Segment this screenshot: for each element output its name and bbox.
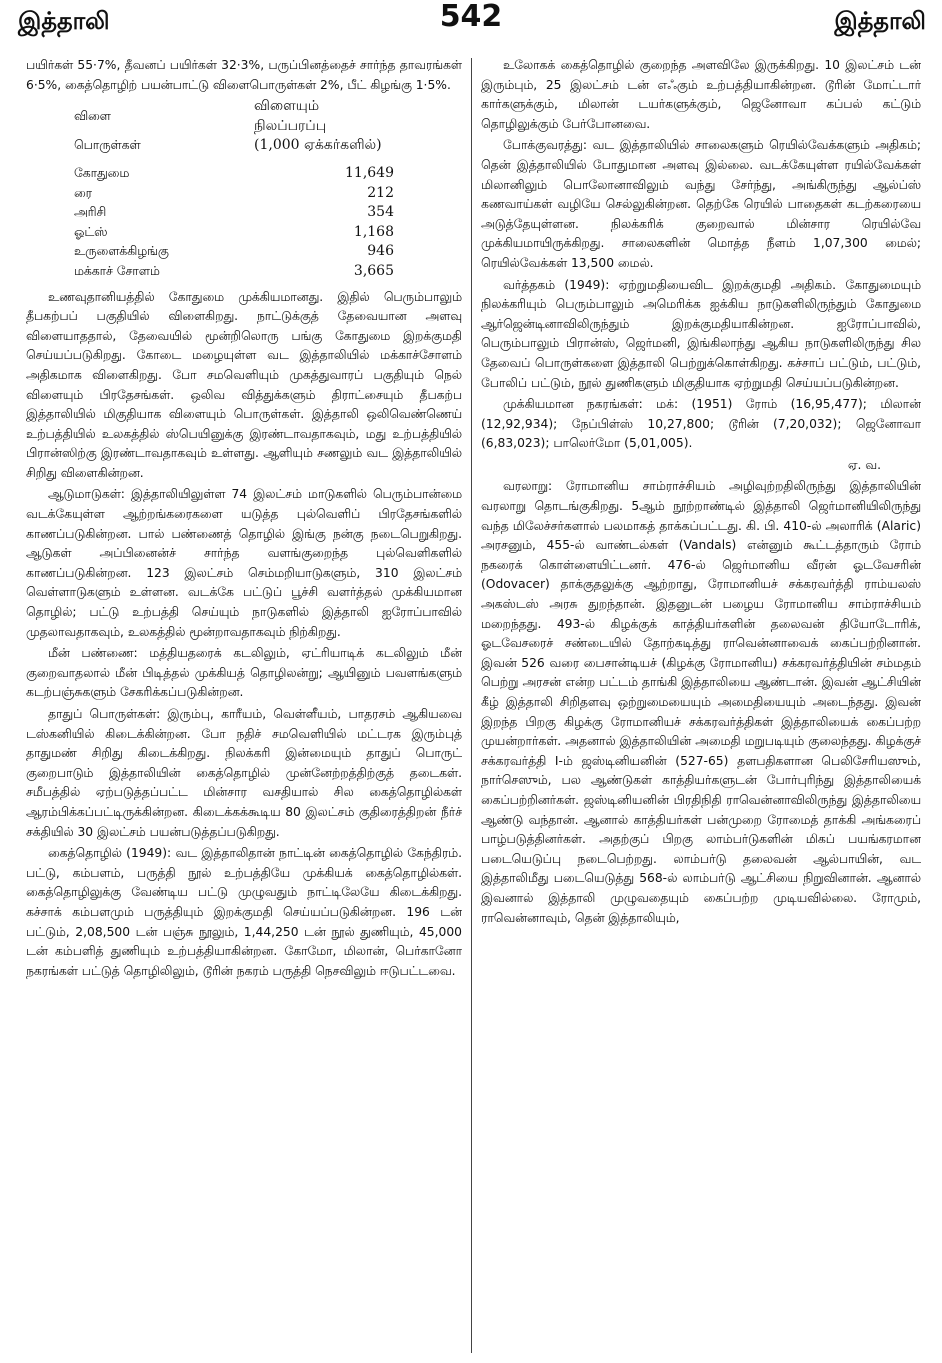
- industry-paragraph: கைத்தொழில் (1949): வட இத்தாலிதான் நாட்டின் கைத்தொழில் கேந்திரம். பட்டு, கம்பளம், பருத்தி நூல் உற்பத்தியே முக்கியக் கைத்தொழில்கள். கைத்தொழிலுக்கு வேண்டிய பட்டு முழுவதும் நாட்டிலேயே கிடைக்கிறது. கச்சாக் கம்பளமும் பருத்தியும் இறக்குமதி செய்யப்படுகின்றன. 196 டன் பட்டும், 2,08,500 டன் பஞ்சு நூலும், 1,44,250 டன் நூல் துணியும், 45,000 டன் கம்பளித் துணியும் உற்பத்தியாகின்றன. கோமோ, மிலான், பெர்கானோ நகரங்கள் பட்டுத் தொழிலிலும், டூரின் நகரம் பருத்தி நெசவிலும் ஈடுபட்டவை.: [26, 846, 462, 978]
- table-head-area-1: விளையும் நிலப்பரப்பு: [254, 98, 327, 134]
- table-head-crop-2: பொருள்கள்: [74, 138, 141, 153]
- right-column: [481, 56, 921, 1355]
- fishing-paragraph: மீன் பண்ணை: மத்தியதரைக் கடலிலும், ஏட்ரியாடிக் கடலிலும் மீன் குறைவாதலால் மீன் பிடித்தல் முக்கியத் தொழிலன்று; ஆயினும் பவளங்களும் கடற்பஞ்சுகளும் சேகரிக்கப்படுகின்றன.: [26, 646, 462, 700]
- crop-name: உருளைக்கிழங்கு: [74, 244, 169, 259]
- left-column: [26, 56, 462, 1355]
- livestock-paragraph: ஆடுமாடுகள்: இத்தாலியிலுள்ள 74 இலட்சம் மாடுகளில் பெரும்பான்மை வடக்கேயுள்ள ஆற்றங்கரைகளை யடுத்த புல்வெளிப் பிரதேசங்களில் காணப்படுகின்றன. பால் பண்ணைத் தொழில் இங்கு நன்கு நடைபெறுகிறது. ஆடுகள் அப்பினைன்ச் சார்ந்த வளங்குறைந்த புல்வெளிகளில் காணப்படுகின்றன. 123 இலட்சம் செம்மறியாடுகளும், 310 இலட்சம் வெள்ளாடுகளும் உள்ளன. வடக்கே பட்டுப் பூச்சி வளர்த்தல் முக்கியமான தொழில்; பட்டு உற்பத்தி செய்யும் நாடுகளில் இத்தாலி ஐரோப்பாவில் முதலாவதாகவும், உலகத்தில் மூன்றாவதாகவும் நிற்கிறது.: [26, 487, 462, 639]
- table-spacer: [74, 156, 394, 164]
- column-divider: [471, 58, 472, 1353]
- cities-paragraph: முக்கியமான நகரங்கள்: மக்: (1951) ரோம் (16,95,477); மிலான் (12,92,934); நேப்பிள்ஸ் 10,27,800; டூரின் (7,20,032); ஜெனோவா (6,83,023); பாலெர்மோ (5,01,005).: [481, 397, 921, 451]
- crop-area: 946: [367, 243, 394, 260]
- crop-area: 11,649: [345, 164, 394, 181]
- running-head-left: இத்தாலி: [18, 7, 110, 35]
- page-number: 542: [439, 0, 503, 34]
- crop-name: கோதுமை: [74, 165, 130, 180]
- crop-area: 1,168: [353, 223, 394, 240]
- crop-area: 354: [367, 204, 394, 221]
- minerals-paragraph: தாதுப் பொருள்கள்: இரும்பு, காரீயம், வெள்ளீயம், பாதரசம் ஆகியவை டஸ்கனியில் கிடைக்கின்றன. போ நதிச் சமவெளியில் மட்டரக இரும்புத் தாதுமண் சிறிது கிடைக்கிறது. நிலக்கரி இன்மையும் தாதுப் பொருட் குறைபாடும் இத்தாலியின் கைத்தொழில் முன்னேற்றத்திற்குத் தடைகள். சமீபத்தில் ஏற்படுத்தப்பட்ட மின்சார வசதியால் சில கைத்தொழில்கள் ஆரம்பிக்கப்பட்டிருக்கின்றன. கிடைக்கக்கூடிய 80 இலட்சம் குதிரைத்திறன் நீர்ச் சக்தியில் 30 இலட்சம் பயன்படுத்தப்படுகிறது.: [26, 707, 462, 839]
- table-row: [74, 223, 394, 243]
- transport-paragraph: போக்குவரத்து: வட இத்தாலியில் சாலைகளும் ரெயில்வேக்களும் அதிகம்; தென் இத்தாலியில் போதுமான அளவு இல்லை. வடக்கேயுள்ள ரயில்வேக்கள் மிலானிலும் பொலோனாவிலும் வந்து சேர்ந்து, அங்கிருந்து ஆல்ப்ஸ் கணவாய்கள் வழியே செல்லுகின்றன. தெற்கே ரெயில் பாதைகள் கடற்கரையை அடுத்தேயுள்ளன. நிலக்கரிக் குறைவால் மின்சார ரெயில்வே முக்கியமாயிருக்கிறது. சாலைகளின் மொத்த நீளம் 1,07,300 மைல்; ரெயில்வேக்கள் 13,500 மைல்.: [481, 138, 921, 270]
- running-head-right: இத்தாலி: [834, 7, 926, 35]
- table-head-area-2: (1,000 ஏக்கர்களில்): [254, 137, 382, 154]
- table-row: [74, 262, 394, 282]
- history-paragraph: வரலாறு: ரோமானிய சாம்ராச்சியம் அழிவுற்றதிலிருந்து இத்தாலியின் வரலாறு தொடங்குகிறது. 5ஆம் நூற்றாண்டில் இத்தாலி ஜெர்மானியிலிருந்து வந்த மிலேச்சர்களால் பலமாகத் தாக்கப்பட்டது. கி. பி. 410-ல் அலாரிக் (Alaric) அரசனும், 455-ல் வாண்டல்கள் (Vandals) என்னும் கூட்டத்தாரும் ரோம் நகரைக் கொள்ளையிட்டனர். 476-ல் ஜெர்மானிய வீரன் ஓடவேசரின் (Odovacer) தாக்குதலுக்கு ஆற்றாது, ரோமானியச் சக்கரவர்த்தி ராம்யலஸ் அகஸ்டஸ் அரசு துறந்தான். இதனுடன் பழைய ரோமானிய சாம்ராச்சியம் மறைந்தது. 493-ல் கிழக்குக் காத்தியர்களின் தலைவன் தியோடோரிக், ஓடவேசரைச் சண்டையில் தோற்கடித்து ராவென்னாவைக் கைப்பற்றினான். இவன் 526 வரை பைசான்டியச் (கிழக்கு ரோமானிய) சக்கரவர்த்தியின் சம்மதம் பெற்று அரசன் என்ற பட்டம் தாங்கி இத்தாலியை ஆண்டான். இவன் ஆட்சியின் கீழ் இத்தாலி சிறிதளவு ஒற்றுமையையும் அமைதியையும் அடைந்தது. இவன் இறந்த பிறகு கிழக்கு ரோமானியச் சக்கரவர்த்திகள் இத்தாலியைக் கைப்பற்ற முயன்றார்கள். அதனால் இத்தாலியின் அமைதி மறுபடியும் குலைந்தது. கிழக்குச் சக்கரவர்த்தி I-ம் ஜஸ்டினியனின் (527-65) தளபதிகளான பெலிசேரியஸும், நார்செஸும், பல ஆண்டுகள் காத்தியர்களுடன் போர்புரிந்து இத்தாலியைக் கைப்பற்றினர்கள். ஜஸ்டினியனின் பிரதிநிதி ராவென்னாவிலிருந்து இத்தாலியை ஆண்டு வந்தான். ஆனால் காத்தியர்கள் பன்முறை ரோமைத் தாக்கி அங்கரைப் பாழ்படுத்தினர்கள். அதற்குப் பிறகு லாம்பர்டுகளின் மிகப் பயங்கரமான படையெடுப்பு நடைபெற்றது. லாம்பர்டு தலைவன் ஆல்பாயின், வட இத்தாலிமீது படையெடுத்து 568-ல் லாம்பர்டு ஆட்சியை நிறுவினான். ஆனால் இவனால் இத்தாலி முழுவதையும் கைப்பற்ற முடியவில்லை. ரோமும், ராவென்னாவும், தென் இத்தாலியும்,: [481, 479, 921, 925]
- crop-share-paragraph: பயிர்கள் 55·7%, தீவனப் பயிர்கள் 32·3%, பருப்பினத்தைச் சார்ந்த தாவரங்கள் 6·5%, கைத்தொழிற் பயன்பாட்டு விளைபொருள்கள் 2%, பீட் கிழங்கு 1·5%.: [26, 58, 462, 92]
- table-row: [74, 164, 394, 184]
- crop-name: ரை: [74, 185, 92, 200]
- table-row: [74, 203, 394, 223]
- table-header-row: [74, 97, 394, 136]
- table-row: [74, 242, 394, 262]
- table-head-crop-1: விளை: [74, 108, 111, 123]
- trade-paragraph: வர்த்தகம் (1949): ஏற்றுமதியைவிட இறக்குமதி அதிகம். கோதுமையும் நிலக்கரியும் பெரும்பாலும் அமெரிக்க ஐக்கிய நாடுகளிலிருந்தும் கோதுமை ஆர்ஜென்டினாவிலிருந்தும் இறக்குமதியாகின்றன. ஐரோப்பாவில், பெரும்பாலும் பிரான்ஸ், ஜெர்மனி, இங்கிலாந்து ஆகிய நாடுகளிலிருந்து சில தேவைப் பொருள்களை இத்தாலி பெற்றுக்கொள்கிறது. கச்சாப் பட்டும், பட்டும், போலிப் பட்டும், நூல் துணிகளும் மிகுதியாக ஏற்றுமதி செய்யப்படுகின்றன.: [481, 277, 921, 390]
- crop-name: ஓட்ஸ்: [74, 224, 108, 239]
- crop-area: 212: [367, 184, 394, 201]
- crop-name: அரிசி: [74, 205, 107, 220]
- metal-industry-paragraph: உலோகக் கைத்தொழில் குறைந்த அளவிலே இருக்கிறது. 10 இலட்சம் டன் இரும்பும், 25 இலட்சம் டன் எஃகும் உற்பத்தியாகின்றன. டூரின் மோட்டார் கார்களுக்கும், மிலான் டயர்களுக்கும், ஜெனோவா கப்பல் கட்டும் தொழிலுக்கும் பேர்போனவை.: [481, 58, 921, 131]
- crop-area-table: [74, 97, 394, 281]
- crop-area: 3,665: [353, 262, 394, 279]
- crop-name: மக்காச் சோளம்: [74, 263, 160, 278]
- table-header-row: [74, 136, 394, 156]
- table-row: [74, 184, 394, 204]
- author-initials: ஏ. வ.: [847, 457, 881, 472]
- food-grains-paragraph: உணவுதானியத்தில் கோதுமை முக்கியமானது. இதில் பெரும்பாலும் தீபகற்பப் பகுதியில் விளைகிறது. நாட்டுக்குத் தேவையான அளவு விளையாததால், தேவையில் மூன்றிலொரு பங்கு கோதுமை இறக்குமதி செய்யப்படுகிறது. கோடை மழையுள்ள வட இத்தாலியில் மக்காச்சோளம் அதிகமாக விளைகிறது. போ சமவெளியும் முகத்துவாரப் பகுதியும் நெல் விளையும் பிரதேசங்கள். ஒலிவ வித்துக்களும் திராட்சையும் தீபகற்ப இத்தாலியில் மிகுதியாக விளையும் பொருள்கள். இத்தாலி ஒலிவெண்ணெய் உற்பத்தியில் உலகத்தில் ஸ்பெயினுக்கு இரண்டாவதாகவும், மது உற்பத்தியில் பிரான்ஸிற்கு இரண்டாவதாகவும் உள்ளது. ஆளியும் சணலும் வட இத்தாலியில் சிறிது விளைகின்றன.: [26, 289, 462, 480]
